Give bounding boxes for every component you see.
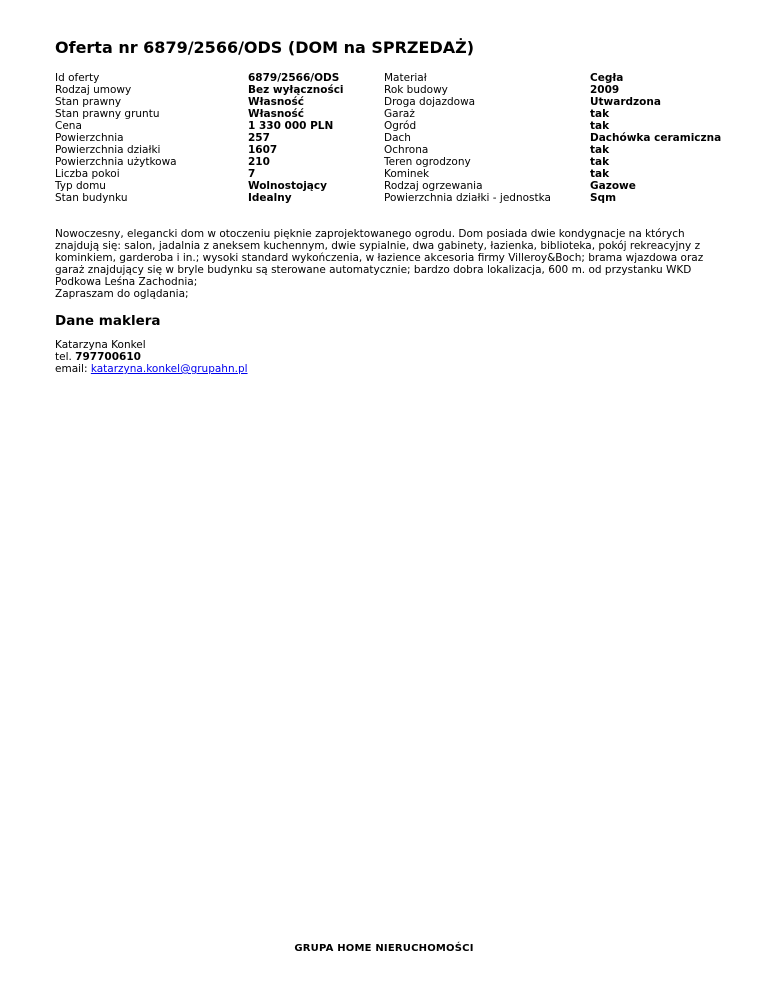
- phone-label: tel.: [55, 351, 76, 363]
- property-value: 1 330 000 PLN: [248, 120, 334, 132]
- property-value: Własność: [248, 96, 304, 108]
- offer-page: [55, 38, 720, 375]
- property-label: Powierzchnia działki: [55, 144, 161, 156]
- property-label: Powierzchnia działki - jednostka: [384, 192, 551, 204]
- description-line: Podkowa Leśna Zachodnia;: [55, 276, 198, 288]
- property-value: Wolnostojący: [248, 180, 327, 192]
- property-value: Cegła: [590, 72, 624, 84]
- agent-name: Katarzyna Konkel: [55, 339, 146, 351]
- agent-phone-row: [55, 351, 720, 363]
- property-value: tak: [590, 108, 610, 120]
- property-label: Materiał: [384, 72, 427, 84]
- property-label: Garaż: [384, 108, 415, 120]
- property-label: Typ domu: [55, 180, 106, 192]
- property-value: 7: [248, 168, 256, 180]
- agent-email-row: [55, 363, 720, 375]
- email-label: email:: [55, 363, 91, 375]
- property-label: Powierzchnia użytkowa: [55, 156, 177, 168]
- offer-description: [55, 228, 710, 300]
- property-value: Utwardzona: [590, 96, 661, 108]
- property-value: 210: [248, 156, 270, 168]
- property-value: tak: [590, 168, 610, 180]
- property-label: Stan prawny gruntu: [55, 108, 160, 120]
- description-line: garaż znajdujący się w bryle budynku są sterowane automatycznie; bardzo dobra lokalizacja, 600 m. od przystanku WKD: [55, 264, 692, 276]
- property-label: Dach: [384, 132, 411, 144]
- description-line: znajdują się: salon, jadalnia z aneksem kuchennym, dwie sypialnie, dwa gabinety, łazienka, biblioteka, pokój rekreacyjny z: [55, 240, 701, 252]
- property-label: Cena: [55, 120, 82, 132]
- property-value: 6879/2566/ODS: [248, 72, 340, 84]
- property-value: Dachówka ceramiczna: [590, 132, 722, 144]
- properties-right-labels: [384, 72, 551, 204]
- property-value: Sqm: [590, 192, 617, 204]
- property-label: Liczba pokoi: [55, 168, 120, 180]
- property-label: Kominek: [384, 168, 430, 180]
- property-label: Teren ogrodzony: [384, 156, 471, 168]
- property-label: Rok budowy: [384, 84, 448, 96]
- property-value: Własność: [248, 108, 304, 120]
- property-label: Rodzaj ogrzewania: [384, 180, 483, 192]
- description-line: Nowoczesny, elegancki dom w otoczeniu pięknie zaprojektowanego ogrodu. Dom posiada dwie kondygnacje na których: [55, 228, 685, 240]
- agent-email-link[interactable]: katarzyna.konkel@grupahn.pl: [90, 363, 248, 375]
- property-label: Stan budynku: [55, 192, 128, 204]
- property-label: Rodzaj umowy: [55, 84, 132, 96]
- footer-company: GRUPA HOME NIERUCHOMOŚCI: [294, 943, 474, 954]
- agent-contact: [55, 339, 720, 375]
- properties-left-labels: [55, 72, 177, 204]
- offer-title: Oferta nr 6879/2566/ODS (DOM na SPRZEDAŻ): [55, 38, 475, 57]
- agent-heading: Dane maklera: [55, 313, 161, 329]
- property-label: Ochrona: [384, 144, 429, 156]
- properties-table: [55, 72, 720, 202]
- property-label: Id oferty: [55, 72, 100, 84]
- properties-right-values: [590, 72, 721, 204]
- properties-left-values: [248, 72, 344, 204]
- property-value: 257: [248, 132, 270, 144]
- property-label: Ogród: [384, 120, 417, 132]
- property-label: Droga dojazdowa: [384, 96, 476, 108]
- property-value: Gazowe: [590, 180, 636, 192]
- description-line: Zapraszam do oglądania;: [55, 288, 189, 300]
- property-value: tak: [590, 144, 610, 156]
- property-label: Stan prawny: [55, 96, 122, 108]
- property-value: 2009: [590, 84, 620, 96]
- property-value: Bez wyłączności: [248, 84, 344, 96]
- description-line: kominkiem, garderoba i in.; wysoki standard wykończenia, w łazience akcesoria firmy Villeroy&Boch; brama wjazdowa oraz: [55, 252, 704, 264]
- agent-phone: 797700610: [75, 351, 141, 363]
- property-value: tak: [590, 156, 610, 168]
- property-value: tak: [590, 120, 610, 132]
- property-label: Powierzchnia: [55, 132, 124, 144]
- property-value: 1607: [248, 144, 278, 156]
- property-value: Idealny: [248, 192, 292, 204]
